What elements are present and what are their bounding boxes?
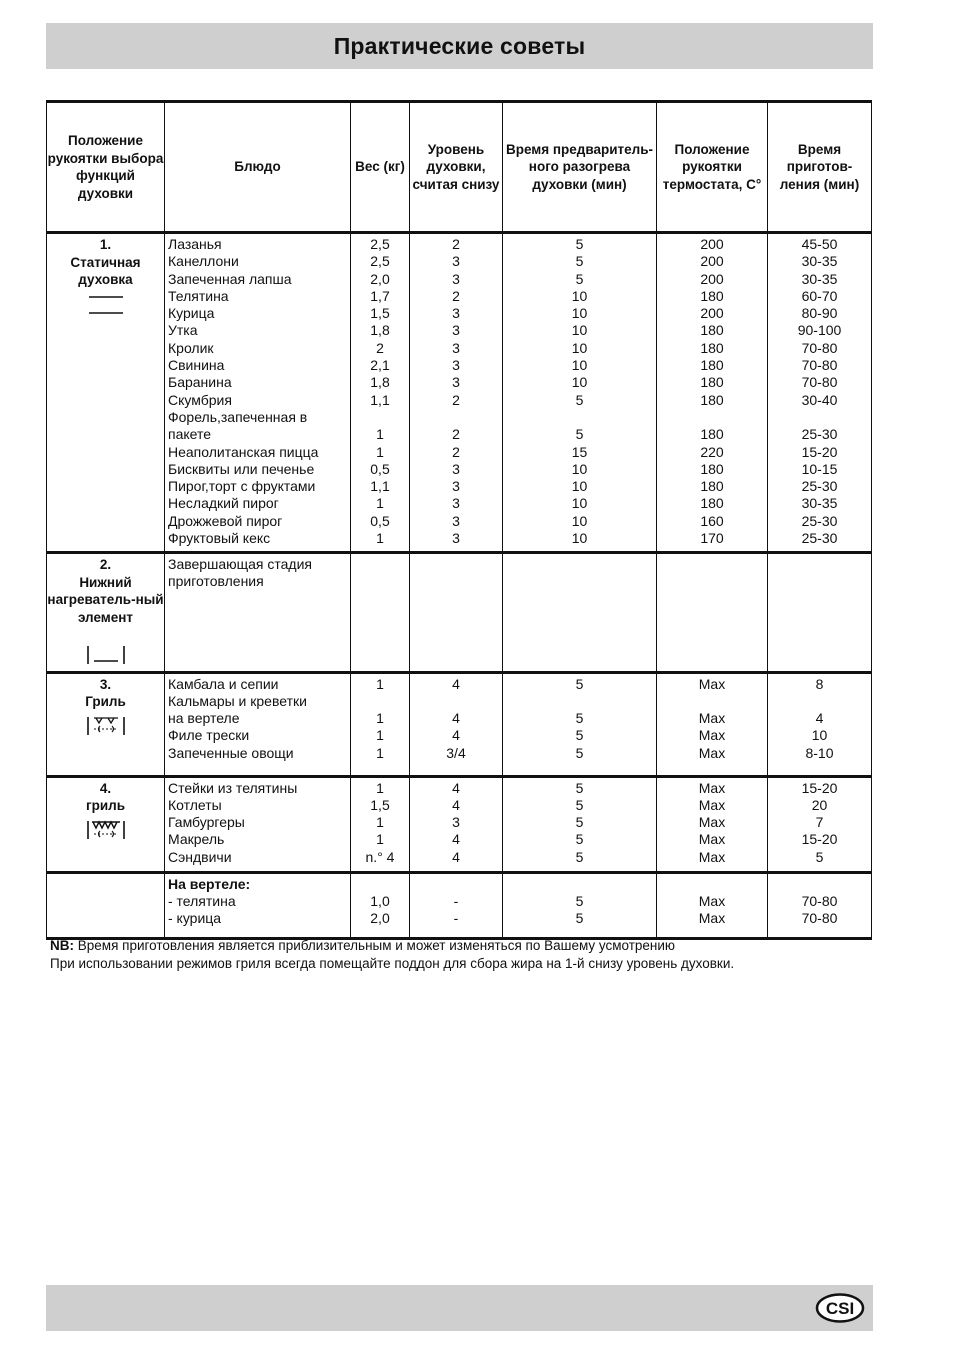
level-cell [410, 672, 503, 776]
dish-cell [165, 672, 351, 776]
weight-value [351, 556, 409, 573]
dish-cell [165, 776, 351, 872]
dish-value: Запеченная лапша [168, 270, 292, 287]
thermostat-value: 180 [700, 322, 724, 339]
weight-value [351, 573, 409, 590]
thermostat-value [657, 556, 767, 573]
dish-value: Макрель [168, 831, 225, 848]
cooking-time-value: 70-80 [801, 910, 838, 927]
level-value: 3 [452, 814, 460, 831]
cooking-time-value: 30-35 [801, 270, 838, 287]
dish-value: Дрожжевой пирог [168, 512, 283, 529]
weight-value: 0,5 [370, 512, 390, 529]
dish-value: Камбала и сепии [168, 675, 279, 692]
table-header-row [47, 102, 872, 233]
cooking-time-value: 25-30 [801, 478, 838, 495]
weight-value: 1,8 [370, 322, 390, 339]
thermostat-value: 180 [700, 287, 724, 304]
header-cooking-time: Время приготов-ления (мин) [768, 102, 872, 233]
weight-value: 1 [376, 675, 384, 692]
preheat-value [503, 693, 656, 710]
header-level: Уровень духовки, считая снизу [410, 102, 503, 233]
preheat-value: 5 [575, 831, 584, 848]
table-section-row [47, 672, 872, 776]
table-section-row [47, 872, 872, 938]
cooking-time-value: 70-80 [801, 892, 838, 909]
level-value: 3 [452, 495, 460, 512]
thermostat-value: Max [698, 814, 726, 831]
thermostat-value: 180 [700, 374, 724, 391]
preheat-value: 15 [571, 443, 588, 460]
dish-value: пакете [168, 426, 212, 443]
dish-cell [165, 872, 351, 938]
thermostat-cell [657, 776, 768, 872]
level-value: 4 [452, 710, 460, 727]
mode-name: гриль [85, 798, 126, 813]
spit-subtitle: На вертеле: [168, 875, 251, 892]
weight-value: 0,5 [370, 460, 390, 477]
weight-value [351, 693, 409, 710]
cooking-time-value: 5 [815, 848, 824, 865]
preheat-value: 10 [571, 305, 588, 322]
dish-value: Курица [168, 305, 215, 322]
thermostat-value: Max [698, 744, 726, 761]
cooking-time-cell [768, 672, 872, 776]
dish-value: Запеченные овощи [168, 744, 294, 761]
thermostat-value: Max [698, 831, 726, 848]
table-section-row [47, 553, 872, 673]
weight-value: 1,1 [370, 478, 390, 495]
weight-cell [351, 553, 410, 673]
level-value: 3 [452, 253, 460, 270]
cooking-time-value: 70-80 [801, 357, 838, 374]
level-value: 3 [452, 305, 460, 322]
level-value: 3 [452, 512, 460, 529]
mode-number: 4. [99, 780, 112, 796]
preheat-value: 5 [575, 253, 584, 270]
thermostat-value: Max [698, 727, 726, 744]
level-value: 3/4 [446, 744, 466, 761]
weight-value: 1,0 [370, 892, 390, 909]
static-oven-icon [47, 293, 164, 322]
dish-value: Бисквиты или печенье [168, 460, 315, 477]
weight-value: 1 [376, 727, 384, 744]
dish-value: Пирог,торт с фруктами [168, 478, 316, 495]
csi-logo [815, 1293, 865, 1323]
preheat-value: 10 [571, 374, 588, 391]
preheat-value: 5 [575, 710, 584, 727]
dish-value: Сэндвичи [168, 848, 232, 865]
dish-value: Стейки из телятины [168, 779, 298, 796]
mode-cell [47, 553, 165, 673]
level-value: - [453, 892, 459, 909]
level-value [410, 693, 502, 710]
cooking-time-value [768, 693, 871, 710]
footer-bar [46, 1285, 873, 1331]
thermostat-value: 180 [700, 391, 724, 408]
cooking-time-value: 30-40 [801, 391, 838, 408]
cooking-time-value: 25-30 [801, 512, 838, 529]
level-cell [410, 872, 503, 938]
thermostat-value: 200 [700, 270, 724, 287]
preheat-value: 10 [571, 357, 588, 374]
thermostat-value: 180 [700, 478, 724, 495]
dish-value: Гамбургеры [168, 814, 245, 831]
spacer-line [503, 876, 656, 893]
weight-value: 2 [376, 339, 384, 356]
level-value [410, 573, 502, 590]
level-value: 4 [452, 831, 460, 848]
cooking-time-cell [768, 776, 872, 872]
preheat-cell [503, 872, 657, 938]
thermostat-value: 160 [700, 512, 724, 529]
mode-number: 1. [99, 237, 112, 252]
weight-value [351, 409, 409, 426]
preheat-value: 10 [571, 478, 588, 495]
mode-number: 2. [99, 557, 112, 572]
dish-value: - телятина [168, 892, 236, 909]
weight-value: 1,5 [370, 796, 390, 813]
notes [50, 937, 734, 973]
thermostat-value: 200 [700, 253, 724, 270]
cooking-time-value [768, 573, 871, 590]
dish-value: Скумбрия [168, 391, 232, 408]
level-value [410, 556, 502, 573]
level-value: - [453, 910, 459, 927]
weight-value: 1 [376, 710, 384, 727]
level-value: 3 [452, 460, 460, 477]
thermostat-value [657, 409, 767, 426]
level-value: 3 [452, 270, 460, 287]
title-bar [46, 23, 873, 69]
thermostat-value: 180 [700, 426, 724, 443]
spacer-line [657, 876, 767, 893]
weight-value: 1 [376, 814, 384, 831]
page-title: Практические советы [333, 32, 586, 59]
spacer-line [410, 876, 502, 893]
cooking-time-value: 10-15 [801, 460, 838, 477]
thermostat-value: 180 [700, 460, 724, 477]
preheat-value: 10 [571, 460, 588, 477]
weight-value: 2,0 [370, 910, 390, 927]
level-cell [410, 233, 503, 553]
preheat-value: 5 [575, 892, 584, 909]
preheat-value: 10 [571, 495, 588, 512]
table-section-row [47, 776, 872, 872]
dish-value: Кролик [168, 339, 214, 356]
cooking-time-value: 30-35 [801, 495, 838, 512]
dish-value: Лазанья [168, 236, 222, 252]
preheat-value [503, 573, 656, 590]
thermostat-value: 180 [700, 495, 724, 512]
double-grill-icon [47, 819, 164, 846]
preheat-cell [503, 672, 657, 776]
weight-value: 1 [376, 530, 384, 547]
preheat-cell [503, 776, 657, 872]
cooking-time-value: 80-90 [801, 305, 838, 322]
preheat-value: 10 [571, 322, 588, 339]
thermostat-value: Max [698, 779, 726, 796]
weight-cell [351, 233, 410, 553]
preheat-value: 5 [575, 814, 584, 831]
dish-value: на вертеле [168, 710, 240, 727]
thermostat-value: Max [698, 710, 726, 727]
preheat-value: 10 [571, 339, 588, 356]
preheat-value [503, 556, 656, 573]
level-value: 3 [452, 322, 460, 339]
cooking-time-value: 8 [815, 675, 824, 692]
cooking-time-value: 45-50 [801, 236, 838, 252]
csi-logo-text: CSI [825, 1299, 855, 1318]
level-value: 2 [452, 443, 460, 460]
level-value: 4 [452, 796, 460, 813]
dish-value: Неаполитанская пицца [168, 443, 319, 460]
thermostat-value [657, 573, 767, 590]
cooking-time-value: 7 [815, 814, 824, 831]
mode-name: Гриль [85, 694, 126, 709]
preheat-cell [503, 233, 657, 553]
level-value: 4 [452, 727, 460, 744]
table-section-row [47, 233, 872, 553]
thermostat-value: 200 [700, 305, 724, 322]
dish-value: Кальмары и креветки [168, 692, 307, 709]
cooking-time-value [768, 556, 871, 573]
mode-cell [47, 233, 165, 553]
dish-value: Несладкий пирог [168, 495, 279, 512]
dish-value: Фруктовый кекс [168, 530, 271, 547]
preheat-value: 5 [575, 779, 584, 796]
level-value: 4 [452, 779, 460, 796]
cooking-time-cell [768, 233, 872, 553]
cooking-time-value [768, 409, 871, 426]
cooking-time-value: 30-35 [801, 253, 838, 270]
thermostat-value: Max [698, 848, 726, 865]
preheat-value: 10 [571, 287, 588, 304]
weight-value: 2,5 [370, 236, 390, 252]
preheat-value: 5 [575, 727, 584, 744]
preheat-value [503, 409, 656, 426]
weight-value: 2,0 [370, 270, 390, 287]
spacer-line [768, 876, 871, 893]
dish-value: Свинина [168, 357, 225, 374]
dish-cell [165, 553, 351, 673]
header-weight: Вес (кг) [351, 102, 410, 233]
thermostat-value: Max [698, 796, 726, 813]
thermostat-cell [657, 672, 768, 776]
preheat-value: 10 [571, 530, 588, 547]
thermostat-value: 180 [700, 339, 724, 356]
weight-value: 1 [376, 443, 384, 460]
level-cell [410, 553, 503, 673]
mode-name: Статичная духовка [70, 254, 141, 287]
dish-value: приготовления [168, 573, 264, 590]
cooking-time-value: 8-10 [805, 744, 834, 761]
thermostat-cell [657, 872, 768, 938]
preheat-value: 5 [575, 236, 584, 252]
weight-value: 1 [376, 495, 384, 512]
nb-label: NB: [50, 938, 74, 953]
weight-value: 1 [376, 426, 384, 443]
cooking-time-value: 15-20 [801, 831, 838, 848]
preheat-value: 5 [575, 848, 584, 865]
thermostat-value [657, 693, 767, 710]
weight-value: 1,1 [370, 391, 390, 408]
grill-note: При использовании режимов гриля всегда помещайте поддон для сбора жира на 1-й снизу уровень духовки. [50, 956, 735, 971]
mode-cell [47, 776, 165, 872]
weight-value: 2,5 [370, 253, 390, 270]
level-value: 3 [452, 530, 460, 547]
dish-value: Баранина [168, 374, 232, 391]
level-value: 4 [452, 675, 460, 692]
cooking-time-value: 25-30 [801, 530, 838, 547]
preheat-value: 5 [575, 744, 584, 761]
mode-cell [47, 872, 165, 938]
dish-value: - курица [168, 910, 222, 927]
preheat-value: 5 [575, 270, 584, 287]
thermostat-cell [657, 553, 768, 673]
weight-value: 2,1 [370, 357, 390, 374]
header-preheat: Время предваритель-ного разогрева духовки (мин) [503, 102, 657, 233]
cooking-time-value: 4 [815, 710, 824, 727]
cooking-time-value: 10 [811, 727, 828, 744]
preheat-value: 5 [575, 910, 584, 927]
level-value: 3 [452, 478, 460, 495]
level-value: 2 [452, 426, 460, 443]
weight-value: 1 [376, 831, 384, 848]
mode-number: 3. [99, 676, 112, 692]
level-value: 3 [452, 357, 460, 374]
weight-value: 1 [376, 779, 384, 796]
level-value: 2 [452, 391, 460, 408]
level-value: 2 [452, 287, 460, 304]
cooking-time-value: 90-100 [797, 322, 842, 339]
weight-cell [351, 672, 410, 776]
cooking-time-value: 70-80 [801, 339, 838, 356]
weight-cell [351, 872, 410, 938]
cooking-time-cell [768, 872, 872, 938]
preheat-cell [503, 553, 657, 673]
cooking-time-cell [768, 553, 872, 673]
cooking-time-value: 20 [811, 796, 828, 813]
thermostat-value: 220 [700, 443, 724, 460]
thermostat-value: 170 [700, 530, 724, 547]
header-dish: Блюдо [165, 102, 351, 233]
level-value: 3 [452, 374, 460, 391]
level-value: 4 [452, 848, 460, 865]
weight-value: 1 [376, 744, 384, 761]
preheat-value: 5 [575, 675, 584, 692]
level-value: 2 [452, 236, 460, 252]
level-cell [410, 776, 503, 872]
bottom-heater-icon [47, 644, 164, 671]
cooking-time-value: 15-20 [801, 779, 838, 796]
mode-cell [47, 672, 165, 776]
dish-value: Форель,запеченная в [168, 408, 308, 425]
spacer-line [351, 876, 409, 893]
dish-value: Филе трески [168, 727, 250, 744]
weight-value: 1,7 [370, 287, 390, 304]
thermostat-value: Max [698, 675, 726, 692]
thermostat-value: Max [698, 892, 726, 909]
weight-cell [351, 776, 410, 872]
dish-value: Канеллони [168, 253, 239, 270]
dish-value: Утка [168, 322, 198, 339]
preheat-value: 5 [575, 426, 584, 443]
weight-value: 1,8 [370, 374, 390, 391]
dish-value: Телятина [168, 287, 229, 304]
cooking-time-value: 70-80 [801, 374, 838, 391]
nb-text: Время приготовления является приблизительным и может изменяться по Вашему усмотрению [77, 938, 676, 953]
dish-value: Завершающая стадия [168, 556, 312, 572]
weight-value: n.° 4 [365, 848, 395, 865]
cooking-time-value: 60-70 [801, 287, 838, 304]
level-value [410, 409, 502, 426]
thermostat-value: 180 [700, 357, 724, 374]
thermostat-cell [657, 233, 768, 553]
cooking-table [46, 100, 872, 940]
dish-value: Котлеты [168, 796, 222, 813]
header-thermostat: Положение рукоятки термостата, С° [657, 102, 768, 233]
grill-icon [47, 715, 164, 742]
preheat-value: 5 [575, 796, 584, 813]
header-mode: Положение рукоятки выбора функций духовки [47, 102, 165, 233]
mode-name: Нижний нагреватель-ный элемент [47, 574, 164, 625]
weight-value: 1,5 [370, 305, 390, 322]
dish-cell [165, 233, 351, 553]
cooking-time-value: 25-30 [801, 426, 838, 443]
level-value: 3 [452, 339, 460, 356]
thermostat-value: 200 [700, 236, 724, 252]
preheat-value: 10 [571, 512, 588, 529]
cooking-time-value: 15-20 [801, 443, 838, 460]
preheat-value: 5 [575, 391, 584, 408]
thermostat-value: Max [698, 910, 726, 927]
